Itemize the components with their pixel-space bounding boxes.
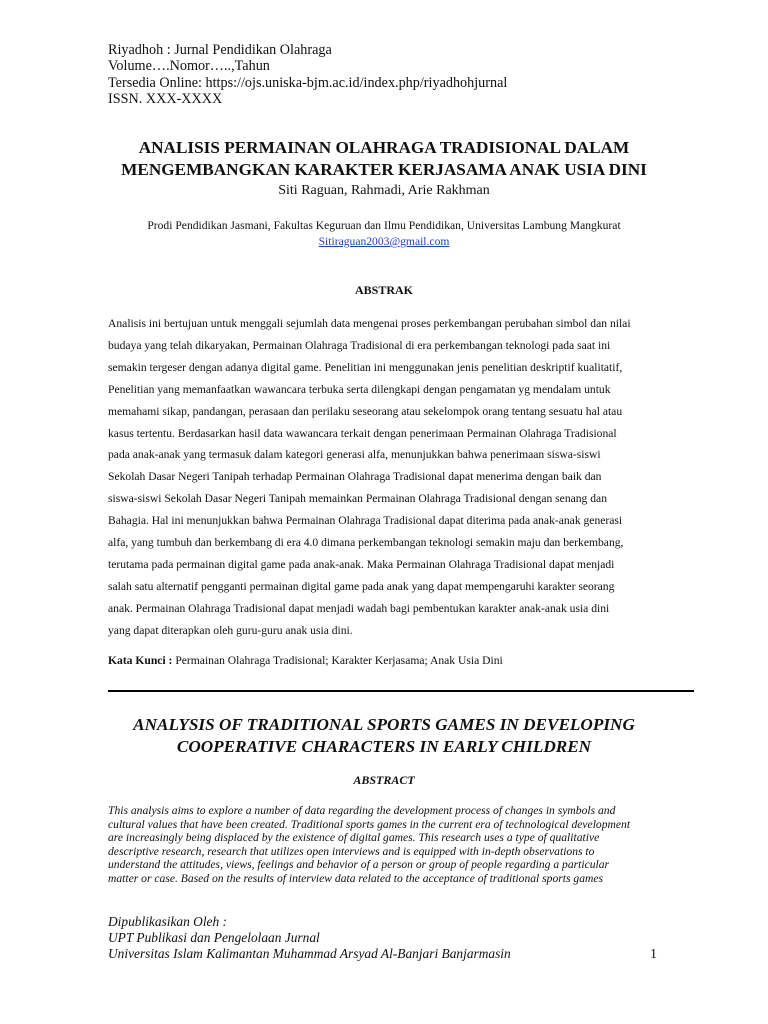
footer-line-1: Dipublikasikan Oleh : [108,914,228,929]
abstract-heading: ABSTRACT [353,773,415,787]
paper-title-english [60,714,708,758]
affiliation: Prodi Pendidikan Jasmani, Fakultas Keguruan dan Ilmu Pendidikan, Universitas Lambung Mangkurat [147,219,621,232]
abstrak-line: siswa-siswi Sekolah Dasar Negeri Tanipah memainkan Permainan Olahraga Tradisional dengan senang dan [108,492,607,506]
keywords-text: Permainan Olahraga Tradisional; Karakter Kerjasama; Anak Usia Dini [172,654,503,667]
journal-header [108,42,507,108]
abstract-body [108,804,694,886]
abstrak-line: anak. Permainan Olahraga Tradisional dapat menjadi wadah bagi pembentukan karakter anak-anak usia dini [108,601,610,615]
footer-line-2: UPT Publikasi dan Pengelolaan Jurnal [108,930,320,945]
abstract-line: understand the attitudes, views, feelings and behavior of a person or group of people regarding a particular [108,858,610,872]
abstrak-heading: ABSTRAK [354,283,413,297]
publisher-footer [108,914,511,962]
abstract-line: This analysis aims to explore a number of data regarding the development process of changes in symbols and [108,804,616,817]
footer-line-3: Universitas Islam Kalimantan Muhammad Arsyad Al-Banjari Banjarmasin [108,946,511,961]
abstrak-line: Bahagia. Hal ini menunjukkan bahwa Permainan Olahraga Tradisional dapat diterima pada anak-anak generasi [108,514,623,528]
abstrak-line: alfa, yang tumbuh dan berkembang di era 4.0 dimana perkembangan teknologi semakin maju dan berkembang, [108,536,624,550]
journal-name: Riyadhoh : Jurnal Pendidikan Olahraga [108,42,332,58]
affiliation-block [60,218,708,250]
keywords-label: Kata Kunci : [108,654,173,667]
page-number: 1 [650,947,657,962]
abstrak-line: kasus tertentu. Berdasarkan hasil data wawancara terkait dengan penerimaan Permainan Olahraga Tradisional [108,426,617,440]
abstract-line: cultural values that have been created. Traditional sports games in the current era of technological development [108,817,631,831]
abstract-line: matter or case. Based on the results of interview data related to the acceptance of traditional sports games [108,871,604,885]
paper-title-indonesian [60,137,708,181]
journal-volume: Volume….Nomor…..,Tahun [108,58,270,75]
abstrak-line: memahami sikap, pandangan, perasaan dan perilaku seseorang atau sekelompok orang tentang sesuatu hal atau [108,404,623,418]
abstrak-line: Analisis ini bertujuan untuk menggali sejumlah data mengenai proses perkembangan perubahan simbol dan nilai [108,317,631,330]
abstrak-line: salah satu alternatif pengganti permainan digital game pada anak yang dapat mempengaruhi karakter seorang [108,579,615,593]
title-en-line-1: ANALYSIS OF TRADITIONAL SPORTS GAMES IN DEVELOPING [133,715,635,734]
journal-issn: ISSN. XXX-XXXX [108,91,223,108]
abstract-line: descriptive research, research that utilizes open interviews and is equipped with in-depth observations to [108,844,595,858]
abstract-line: are increasingly being displaced by the existence of digital games. This research uses a type of qualitative [108,831,600,845]
abstrak-line: semakin tergeser dengan adanya digital game. Penelitian ini menggunakan jenis penelitian deskriptif kualitatif, [108,360,623,374]
abstrak-line: Penelitian yang memanfaatkan wawancara terbuka serta dilengkapi dengan pengamatan yg mendalam untuk [108,382,611,396]
title-id-line-1: ANALISIS PERMAINAN OLAHRAGA TRADISIONAL DALAM [138,138,630,157]
journal-url: Tersedia Online: https://ojs.uniska-bjm.ac.id/index.php/riyadhohjurnal [108,74,508,91]
title-en-line-2: COOPERATIVE CHARACTERS IN EARLY CHILDREN [176,737,592,756]
abstrak-line: yang dapat diterapkan oleh guru-guru anak usia dini. [108,623,353,637]
abstrak-body [108,313,694,642]
abstrak-line: Sekolah Dasar Negeri Tanipah terhadap Permainan Olahraga Tradisional dapat menerima dengan baik dan [108,470,602,484]
email-link[interactable]: Sitiraguan2003@gmail.com [318,235,450,248]
keywords [108,653,503,669]
abstrak-line: pada anak-anak yang termasuk dalam kategori generasi alfa, menunjukkan bahwa penerimaan siswa-siswi [108,448,601,462]
section-divider [108,690,694,692]
abstrak-line: budaya yang telah dikaryakan, Permainan Olahraga Tradisional di era perkembangan teknologi pada saat ini [108,338,611,352]
abstrak-line: terutama pada permainan digital game pada anak-anak. Maka Permainan Olahraga Tradisional dapat menjadi [108,557,615,571]
authors: Siti Raguan, Rahmadi, Arie Rakhman [278,183,490,198]
title-id-line-2: MENGEMBANGKAN KARAKTER KERJASAMA ANAK USIA DINI [121,160,647,179]
